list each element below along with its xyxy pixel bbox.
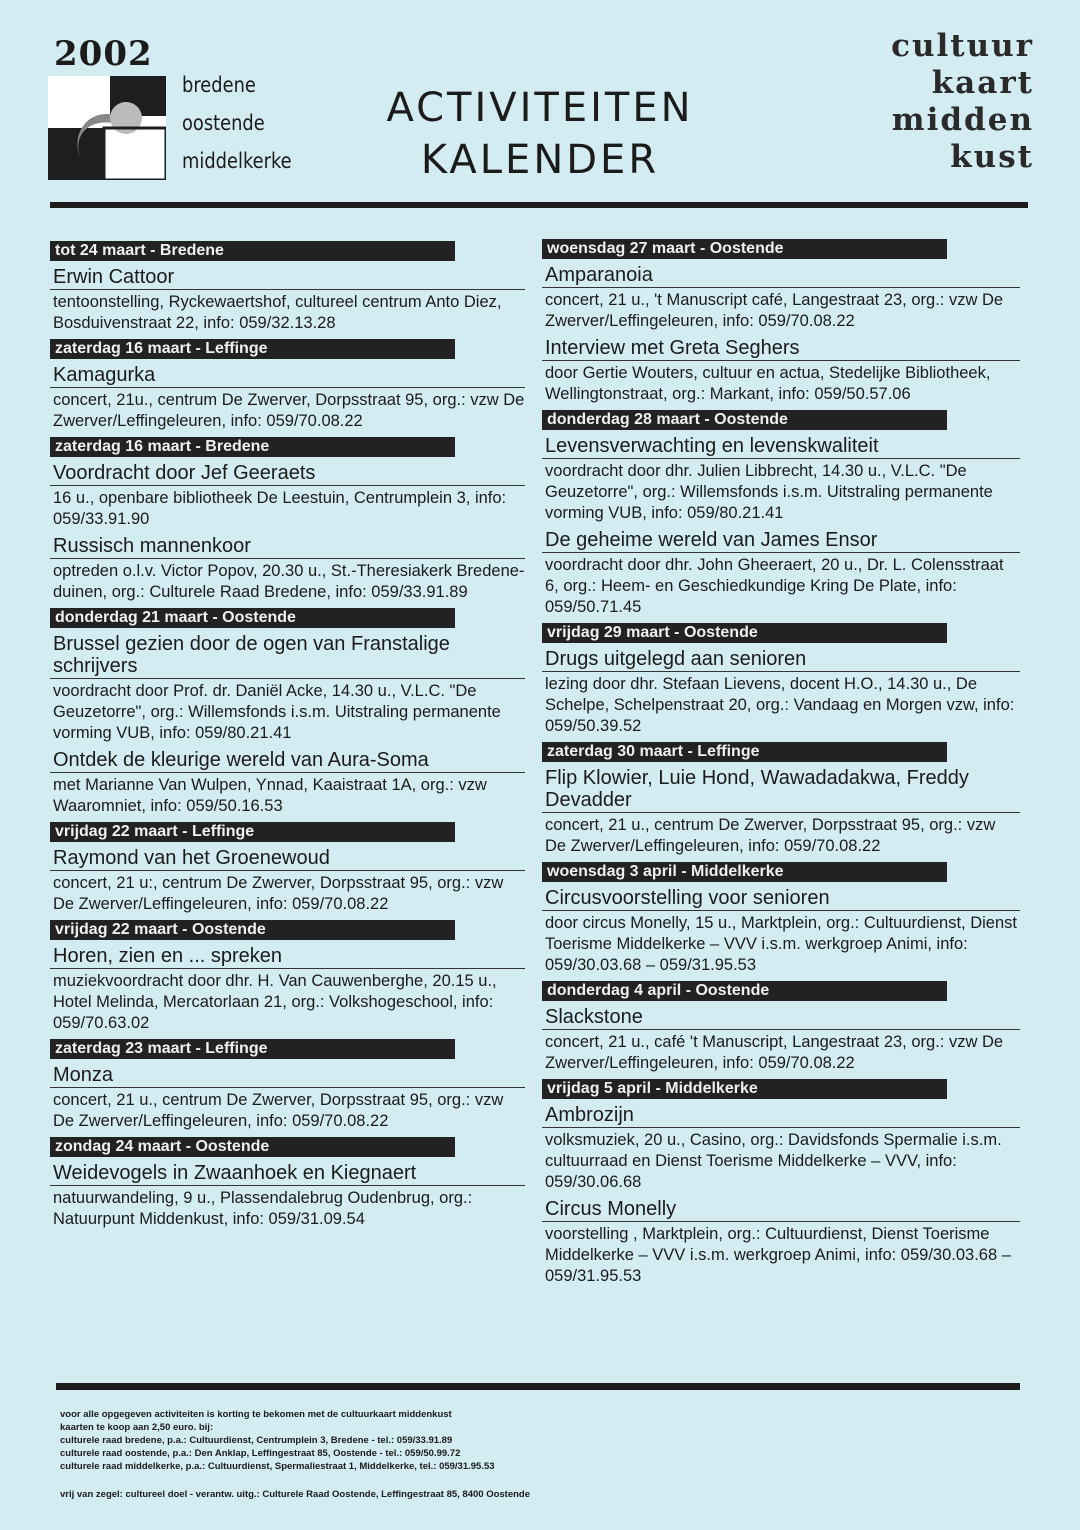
event-title: Erwin Cattoor: [50, 266, 525, 290]
event-title: Kamagurka: [50, 364, 525, 388]
event-description: door Gertie Wouters, cultuur en actua, Stedelijke Bibliotheek, Wellingtonstraat, org.: Markant, info: 059/50.57.06: [545, 364, 991, 403]
event-title: Levensverwachting en levenskwaliteit: [542, 435, 1020, 459]
event-title: Raymond van het Groenewoud: [50, 847, 525, 871]
event-title: Ontdek de kleurige wereld van Aura-Soma: [50, 749, 525, 773]
event-description: door circus Monelly, 15 u., Marktplein, org.: Cultuurdienst, Dienst Toerisme Middelkerke – VVV i.s.m. werkgroep Animi, info: 059/30.03.68 – 059/31.95.53: [545, 914, 1017, 974]
date-header: zaterdag 23 maart - Leffinge: [50, 1039, 455, 1059]
event-description: voorstelling , Marktplein, org.: Cultuurdienst, Dienst Toerisme Middelkerke – VVV i.s.m. werkgroep Animi, info: 059/30.03.68 – 059/31.95.53: [545, 1225, 1011, 1285]
footer-line: culturele raad middelkerke, p.a.: Cultuurdienst, Spermaliestraat 1, Middelkerke, tel.: 059/31.95.53: [60, 1461, 495, 1472]
town-bredene: bredene: [182, 73, 256, 97]
year: 2002: [54, 34, 153, 74]
event-title: Russisch mannenkoor: [50, 535, 525, 559]
page-title: [330, 82, 750, 186]
brand-line-2: kaart: [931, 65, 1034, 101]
event-title: Circus Monelly: [542, 1198, 1020, 1222]
event-description: voordracht door dhr. John Gheeraert, 20 u., Dr. L. Colensstraat 6, org.: Heem- en Geschiedkundige Kring De Plate, info: 059/50.71.45: [545, 556, 1004, 616]
brand-logo: [828, 28, 1034, 176]
event-title: Circusvoorstelling voor senioren: [542, 887, 1020, 911]
event-title: Interview met Greta Seghers: [542, 337, 1020, 361]
date-header: vrijdag 22 maart - Oostende: [50, 920, 455, 940]
event-description: concert, 21 u., centrum De Zwerver, Dorpsstraat 95, org.: vzw De Zwerver/Leffingeleuren, info: 059/70.08.22: [53, 1091, 504, 1130]
date-header: tot 24 maart - Bredene: [50, 241, 455, 261]
event-description: met Marianne Van Wulpen, Ynnad, Kaaistraat 1A, org.: vzw Waaromniet, info: 059/50.16.53: [53, 776, 487, 815]
event-title: Ambrozijn: [542, 1104, 1020, 1128]
date-header: vrijdag 5 april - Middelkerke: [542, 1079, 947, 1099]
brand-line-4: kust: [950, 139, 1034, 175]
event-title: Voordracht door Jef Geeraets: [50, 462, 525, 486]
event-title: Monza: [50, 1064, 525, 1088]
date-header: donderdag 4 april - Oostende: [542, 981, 947, 1001]
event-description: concert, 21 u., centrum De Zwerver, Dorpsstraat 95, org.: vzw De Zwerver/Leffingeleuren, info: 059/70.08.22: [545, 816, 996, 855]
event-description: tentoonstelling, Ryckewaertshof, cultureel centrum Anto Diez, Bosduivenstraat 22, info: 059/32.13.28: [53, 293, 502, 332]
right-column: [542, 234, 1020, 1289]
brand-line-3: midden: [891, 102, 1034, 138]
date-header: donderdag 28 maart - Oostende: [542, 410, 947, 430]
footer-line: culturele raad bredene, p.a.: Cultuurdienst, Centrumplein 3, Bredene - tel.: 059/33.91.89: [60, 1435, 453, 1446]
town-oostende: oostende: [182, 111, 265, 135]
event-title: Amparanoia: [542, 264, 1020, 288]
date-header: vrijdag 22 maart - Leffinge: [50, 822, 455, 842]
footer-line: voor alle opgegeven activiteiten is korting te bekomen met de cultuurkaart middenkust: [60, 1409, 452, 1420]
event-title: Slackstone: [542, 1006, 1020, 1030]
footer-info: [60, 1408, 760, 1473]
event-description: concert, 21u., centrum De Zwerver, Dorpsstraat 95, org.: vzw De Zwerver/Leffingeleuren, info: 059/70.08.22: [53, 391, 525, 430]
footer-line: culturele raad oostende, p.a.: Den Anklap, Leffingestraat 85, Oostende - tel.: 059/50.99.72: [60, 1448, 461, 1459]
event-description: 16 u., openbare bibliotheek De Leestuin, Centrumplein 3, info: 059/33.91.90: [53, 489, 507, 528]
event-description: lezing door dhr. Stefaan Lievens, docent H.O., 14.30 u., De Schelpe, Schelpenstraat 20, org.: Vandaag en Morgen vzw, info: 059/50.39.52: [545, 675, 1015, 735]
date-header: donderdag 21 maart - Oostende: [50, 608, 455, 628]
event-description: natuurwandeling, 9 u., Plassendalebrug Oudenbrug, org.: Natuurpunt Middenkust, info: 059/31.09.54: [53, 1189, 473, 1228]
event-description: muziekvoordracht door dhr. H. Van Cauwenberghe, 20.15 u., Hotel Melinda, Mercatorlaan 21, org.: Volkshogeschool, info: 059/70.63.02: [53, 972, 497, 1032]
event-title: Drugs uitgelegd aan senioren: [542, 648, 1020, 672]
date-header: woensdag 27 maart - Oostende: [542, 239, 947, 259]
logo-graphic: [48, 76, 166, 180]
event-title: De geheime wereld van James Ensor: [542, 529, 1020, 553]
event-description: optreden o.l.v. Victor Popov, 20.30 u., St.-Theresiakerk Bredene-duinen, org.: Culturele Raad Bredene, info: 059/33.91.89: [53, 562, 525, 601]
footer-imprint: vrij van zegel: cultureel doel - verantw. uitg.: Culturele Raad Oostende, Leffingestraat 85, 8400 Oostende: [60, 1489, 531, 1500]
event-description: voordracht door Prof. dr. Daniël Acke, 14.30 u., V.L.C. "De Geuzetorre", org.: Willemsfonds i.s.m. Uitstraling permanente vorming VUB, info: 059/80.21.41: [53, 682, 501, 742]
event-title: Weidevogels in Zwaanhoek en Kiegnaert: [50, 1162, 525, 1186]
top-divider: [50, 202, 1028, 208]
event-description: concert, 21 u., 't Manuscript café, Langestraat 23, org.: vzw De Zwerver/Leffingeleuren, info: 059/70.08.22: [545, 291, 1004, 330]
date-header: woensdag 3 april - Middelkerke: [542, 862, 947, 882]
date-header: zaterdag 16 maart - Bredene: [50, 437, 455, 457]
title-line-1: ACTIVITEITEN: [386, 85, 694, 131]
date-header: zaterdag 16 maart - Leffinge: [50, 339, 455, 359]
event-description: voordracht door dhr. Julien Libbrecht, 14.30 u., V.L.C. "De Geuzetorre", org.: Willemsfonds i.s.m. Uitstraling permanente vorming VUB, info: 059/80.21.41: [545, 462, 993, 522]
title-line-2: KALENDER: [420, 137, 660, 183]
event-title: Horen, zien en ... spreken: [50, 945, 525, 969]
event-title: Brussel gezien door de ogen van Franstalige schrijvers: [50, 633, 525, 679]
event-description: volksmuziek, 20 u., Casino, org.: Davidsfonds Spermalie i.s.m. cultuurraad en Dienst Toerisme Middelkerke – VVV, info: 059/30.06.68: [545, 1131, 1002, 1191]
date-header: zaterdag 30 maart - Leffinge: [542, 742, 947, 762]
brand-line-1: cultuur: [891, 28, 1034, 64]
event-description: concert, 21 u., café 't Manuscript, Langestraat 23, org.: vzw De Zwerver/Leffingeleuren, info: 059/70.08.22: [545, 1033, 1004, 1072]
date-header: zondag 24 maart - Oostende: [50, 1137, 455, 1157]
event-title: Flip Klowier, Luie Hond, Wawadadakwa, Freddy Devadder: [542, 767, 1020, 813]
event-description: concert, 21 u:, centrum De Zwerver, Dorpsstraat 95, org.: vzw De Zwerver/Leffingeleuren, info: 059/70.08.22: [53, 874, 504, 913]
bottom-divider: [56, 1383, 1020, 1390]
footer-line: kaarten te koop aan 2,50 euro. bij:: [60, 1422, 214, 1433]
date-header: vrijdag 29 maart - Oostende: [542, 623, 947, 643]
town-list: [182, 66, 311, 180]
left-column: [50, 236, 525, 1232]
town-middelkerke: middelkerke: [182, 149, 292, 173]
